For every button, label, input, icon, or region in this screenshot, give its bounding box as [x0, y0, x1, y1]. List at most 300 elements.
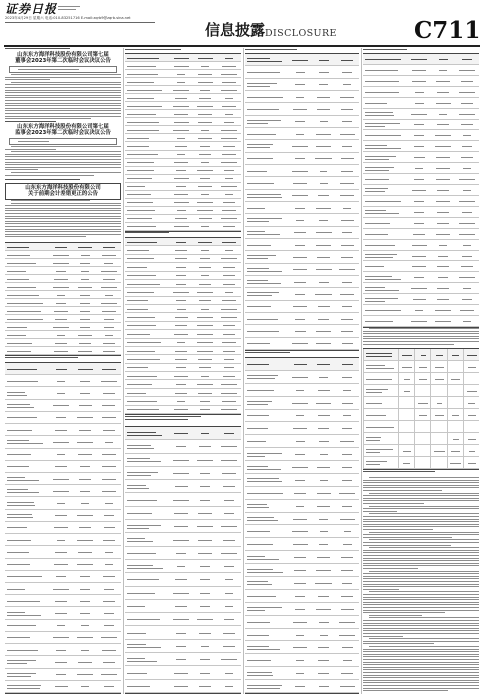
cell-text: [174, 673, 188, 674]
table-row: [125, 110, 241, 118]
table-row: [245, 448, 359, 461]
table-cell: [73, 559, 97, 570]
data-table: [5, 242, 121, 356]
cell-text: [199, 218, 212, 219]
table-cell: [363, 229, 407, 239]
table-cell: [312, 384, 336, 396]
table-row: [5, 412, 121, 424]
cell-text: [365, 287, 385, 288]
cell-text: [412, 190, 425, 191]
cell-text: [247, 390, 275, 391]
table-cell: [430, 397, 446, 408]
cell-text: [174, 114, 189, 115]
table-cell: [193, 330, 217, 337]
table-cell: [49, 522, 73, 533]
cell-text: [437, 124, 448, 125]
cell-text: [221, 384, 237, 385]
cell-text: [104, 613, 114, 614]
cell-text: [7, 263, 37, 264]
table-cell: [217, 102, 241, 109]
table-cell: [169, 347, 193, 354]
table-cell: [312, 128, 336, 139]
cell-text: [247, 466, 269, 467]
cell-text: [174, 194, 188, 195]
cell-text: [316, 232, 332, 233]
table-row: [125, 322, 241, 330]
table-cell: [245, 190, 288, 201]
cell-text: [55, 552, 68, 553]
table-cell: [245, 667, 288, 679]
text-line: [363, 529, 433, 530]
cell-text: [293, 519, 308, 520]
cell-text: [173, 106, 188, 107]
table-row: [363, 261, 479, 272]
cell-text: [221, 130, 237, 131]
text-line: [5, 169, 38, 170]
table-cell: [245, 202, 288, 213]
text-line: [245, 49, 297, 50]
cell-text: [104, 319, 114, 320]
cell-text: [225, 58, 233, 59]
table-row: [363, 305, 479, 316]
table-cell: [125, 134, 169, 141]
table-cell: [335, 103, 359, 114]
cell-text: [366, 437, 382, 438]
table-cell: [217, 191, 241, 198]
table-cell: [245, 91, 288, 102]
table-cell: [125, 86, 169, 93]
cell-text: [453, 439, 459, 440]
cell-text: [80, 327, 90, 328]
cell-text: [317, 506, 330, 507]
cell-text: [221, 659, 237, 660]
table-cell: [73, 583, 97, 594]
cell-text: [468, 367, 476, 368]
table-cell: [398, 457, 414, 468]
text-line: [363, 573, 479, 574]
table-cell: [288, 251, 312, 262]
table-cell: [414, 433, 430, 444]
cell-text: [127, 485, 147, 486]
cell-text: [200, 673, 211, 674]
cell-text: [295, 121, 304, 122]
table-cell: [193, 126, 217, 133]
cell-text: [320, 635, 328, 636]
table-cell: [193, 573, 217, 585]
cell-text: [316, 609, 331, 610]
table-cell: [463, 385, 479, 396]
table-cell: [193, 397, 217, 404]
data-table: [125, 426, 241, 694]
table-cell: [169, 480, 193, 492]
table-cell: [193, 322, 217, 329]
cell-text: [105, 503, 113, 504]
cell-text: [247, 283, 281, 284]
table-cell: [245, 500, 288, 512]
table-cell: [363, 163, 407, 173]
cell-text: [247, 441, 266, 442]
cell-text: [222, 154, 237, 155]
table-cell: [5, 331, 49, 338]
table-row: [5, 436, 121, 448]
cell-text: [7, 343, 32, 344]
cell-text: [317, 257, 330, 258]
table-cell: [169, 389, 193, 396]
cell-text: [459, 70, 475, 71]
table-row: [363, 361, 479, 373]
table-cell: [169, 666, 193, 678]
cell-text: [316, 570, 331, 571]
cell-text: [468, 463, 476, 464]
table-cell: [49, 283, 73, 290]
text-line: [363, 336, 479, 337]
table-cell: [73, 283, 97, 290]
cell-text: [413, 234, 426, 235]
table-cell: [49, 656, 73, 667]
cell-text: [223, 146, 235, 147]
table-cell: [169, 573, 193, 585]
table-cell: [125, 627, 169, 639]
cell-text: [296, 635, 304, 636]
table-cell: [217, 183, 241, 190]
table-cell: [125, 507, 169, 519]
cell-text: [366, 461, 388, 462]
cell-text: [55, 662, 68, 663]
table-cell: [217, 86, 241, 93]
cell-text: [247, 343, 271, 344]
table-cell: [288, 461, 312, 473]
cell-text: [197, 342, 212, 343]
cell-text: [57, 454, 66, 455]
cell-text: [319, 72, 329, 73]
table-cell: [97, 559, 121, 570]
table-cell: [407, 54, 431, 64]
cell-text: [176, 646, 186, 647]
table-cell: [245, 526, 288, 538]
table-cell: [217, 62, 241, 69]
column-divider: [243, 48, 244, 694]
cell-text: [173, 292, 189, 293]
table-row: [125, 406, 241, 414]
text-line: [363, 667, 479, 668]
table-cell: [431, 196, 455, 206]
table-cell: [169, 199, 193, 206]
table-cell: [49, 546, 73, 557]
cell-text: [403, 463, 410, 464]
cell-text: [436, 103, 451, 104]
cell-text: [7, 650, 39, 651]
cell-text: [247, 556, 266, 557]
table-cell: [125, 347, 169, 354]
table-cell: [335, 288, 359, 299]
cell-text: [104, 263, 113, 264]
table-cell: [431, 174, 455, 184]
table-cell: [169, 126, 193, 133]
cell-text: [247, 86, 271, 87]
cell-text: [198, 58, 213, 59]
text-line: [5, 231, 121, 232]
table-cell: [169, 355, 193, 362]
cell-text: [418, 403, 428, 404]
table-cell: [455, 87, 479, 97]
cell-text: [439, 70, 447, 71]
cell-text: [104, 327, 114, 328]
cell-text: [342, 647, 353, 648]
cell-text: [343, 660, 352, 661]
table-cell: [414, 397, 430, 408]
table-cell: [49, 571, 73, 582]
table-cell: [455, 174, 479, 184]
cell-text: [198, 122, 212, 123]
cell-text: [247, 520, 279, 521]
cell-text: [221, 409, 236, 410]
table-row: [5, 620, 121, 632]
table-row: [245, 422, 359, 435]
cell-text: [317, 97, 330, 98]
cell-text: [247, 544, 273, 545]
cell-text: [224, 500, 234, 501]
table-cell: [414, 373, 430, 384]
cell-text: [247, 660, 271, 661]
text-line: [363, 487, 479, 488]
table-cell: [455, 65, 479, 75]
cell-text: [101, 674, 117, 675]
table-cell: [245, 616, 288, 628]
table-row: [245, 461, 359, 474]
table-cell: [97, 323, 121, 330]
column-divider: [361, 48, 362, 694]
text-line: [5, 121, 56, 122]
table-cell: [363, 87, 407, 97]
table-row: [363, 349, 479, 361]
table-cell: [288, 667, 312, 679]
cell-text: [127, 114, 157, 115]
table-cell: [335, 276, 359, 287]
cell-text: [463, 135, 470, 136]
cell-text: [225, 686, 232, 687]
table-cell: [312, 422, 336, 434]
table-cell: [407, 76, 431, 86]
cell-text: [462, 299, 472, 300]
cell-text: [79, 343, 91, 344]
cell-text: [127, 528, 150, 529]
cell-text: [197, 526, 212, 527]
cell-text: [127, 202, 154, 203]
cell-text: [103, 601, 115, 602]
table-cell: [5, 620, 49, 631]
cell-text: [247, 531, 270, 532]
cell-text: [199, 446, 212, 447]
cell-text: [341, 570, 353, 571]
table-cell: [49, 315, 73, 322]
text-line: [363, 565, 479, 566]
text-line: [5, 113, 121, 114]
cell-text: [174, 178, 189, 179]
text-line: [363, 555, 479, 556]
cell-text: [340, 294, 354, 295]
cell-text: [223, 540, 234, 541]
table-cell: [217, 246, 241, 253]
table-cell: [97, 632, 121, 643]
cell-text: [317, 493, 331, 494]
table-cell: [407, 109, 431, 119]
cell-text: [365, 135, 401, 136]
text-line: [363, 659, 479, 660]
cell-text: [247, 478, 279, 479]
table-cell: [363, 54, 407, 64]
table-row: [245, 264, 359, 276]
cell-text: [247, 596, 276, 597]
data-table: [245, 357, 359, 694]
table-row: [5, 424, 121, 436]
cell-text: [104, 589, 114, 590]
text-line: [5, 105, 121, 106]
cell-text: [102, 369, 115, 370]
table-cell: [97, 363, 121, 374]
cell-text: [366, 356, 393, 357]
table-cell: [245, 538, 288, 550]
table-cell: [169, 427, 193, 439]
cell-text: [316, 245, 331, 246]
table-cell: [455, 120, 479, 130]
table-row: [363, 120, 479, 131]
table-cell: [193, 272, 217, 279]
table-row: [245, 214, 359, 226]
table-cell: [335, 338, 359, 349]
table-cell: [455, 240, 479, 250]
table-cell: [217, 680, 241, 692]
cell-text: [225, 178, 233, 179]
cell-text: [342, 467, 352, 468]
table-cell: [125, 70, 169, 77]
table-cell: [125, 78, 169, 85]
table-cell: [312, 590, 336, 602]
text-line: [5, 84, 121, 85]
cell-text: [318, 415, 330, 416]
cell-text: [421, 355, 426, 356]
table-cell: [73, 485, 97, 496]
cell-text: [127, 513, 152, 514]
cell-text: [247, 123, 269, 124]
table-cell: [335, 140, 359, 151]
table-cell: [73, 473, 97, 484]
cell-text: [292, 171, 307, 172]
table-cell: [193, 600, 217, 612]
cell-text: [78, 247, 93, 248]
cell-text: [174, 162, 189, 163]
cell-text: [80, 319, 90, 320]
cell-text: [103, 279, 116, 280]
cell-text: [55, 430, 66, 431]
cell-text: [55, 343, 67, 344]
table-cell: [125, 223, 169, 230]
cell-text: [127, 538, 146, 539]
table-row: [363, 174, 479, 185]
table-cell: [125, 143, 169, 150]
table-cell: [5, 473, 49, 484]
table-row: [125, 134, 241, 142]
cell-text: [463, 245, 472, 246]
table-cell: [407, 174, 431, 184]
table-cell: [463, 361, 479, 372]
cell-text: [77, 637, 93, 638]
cell-text: [460, 310, 473, 311]
cell-text: [224, 619, 234, 620]
cell-text: [7, 615, 42, 616]
table-cell: [335, 214, 359, 225]
cell-text: [198, 74, 213, 75]
table-cell: [73, 259, 97, 266]
table-cell: [335, 190, 359, 201]
cell-text: [224, 513, 233, 514]
table-cell: [5, 461, 49, 472]
text-line: [369, 539, 479, 540]
table-row: [245, 667, 359, 680]
cell-text: [197, 460, 212, 461]
table-cell: [398, 373, 414, 384]
table-cell: [288, 590, 312, 602]
table-cell: [5, 412, 49, 423]
cell-text: [80, 381, 90, 382]
cell-text: [439, 59, 448, 60]
cell-text: [222, 473, 235, 474]
table-row: [5, 363, 121, 375]
table-cell: [125, 102, 169, 109]
table-cell: [414, 421, 430, 432]
text-line: [125, 419, 188, 420]
table-row: [363, 130, 479, 141]
cell-text: [175, 258, 186, 259]
cell-text: [365, 159, 390, 160]
cell-text: [104, 686, 114, 687]
text-line: [363, 589, 399, 590]
table-cell: [288, 288, 312, 299]
table-cell: [288, 79, 312, 90]
table-cell: [312, 325, 336, 336]
cell-text: [127, 472, 159, 473]
cell-text: [81, 255, 90, 256]
table-row: [245, 54, 359, 66]
text-line: [363, 331, 479, 332]
cell-text: [127, 448, 154, 449]
table-cell: [73, 267, 97, 274]
table-cell: [245, 461, 288, 473]
cell-text: [78, 454, 92, 455]
table-cell: [217, 288, 241, 295]
table-cell: [49, 259, 73, 266]
table-cell: [335, 153, 359, 164]
cell-text: [197, 384, 213, 385]
cell-text: [247, 504, 268, 505]
table-cell: [193, 134, 217, 141]
cell-text: [7, 466, 29, 467]
table-cell: [125, 255, 169, 262]
text-line: [363, 503, 424, 504]
table-row: [5, 449, 121, 461]
table-cell: [414, 445, 430, 456]
cell-text: [221, 446, 236, 447]
table-cell: [312, 629, 336, 641]
title-line: 山东东方海洋科技股份有限公司第七届: [17, 52, 109, 58]
table-cell: [49, 323, 73, 330]
cell-text: [198, 138, 212, 139]
table-cell: [312, 500, 336, 512]
cell-text: [127, 267, 147, 268]
cell-text: [414, 179, 424, 180]
cell-text: [127, 258, 155, 259]
text-line: [11, 172, 121, 173]
table-cell: [169, 223, 193, 230]
